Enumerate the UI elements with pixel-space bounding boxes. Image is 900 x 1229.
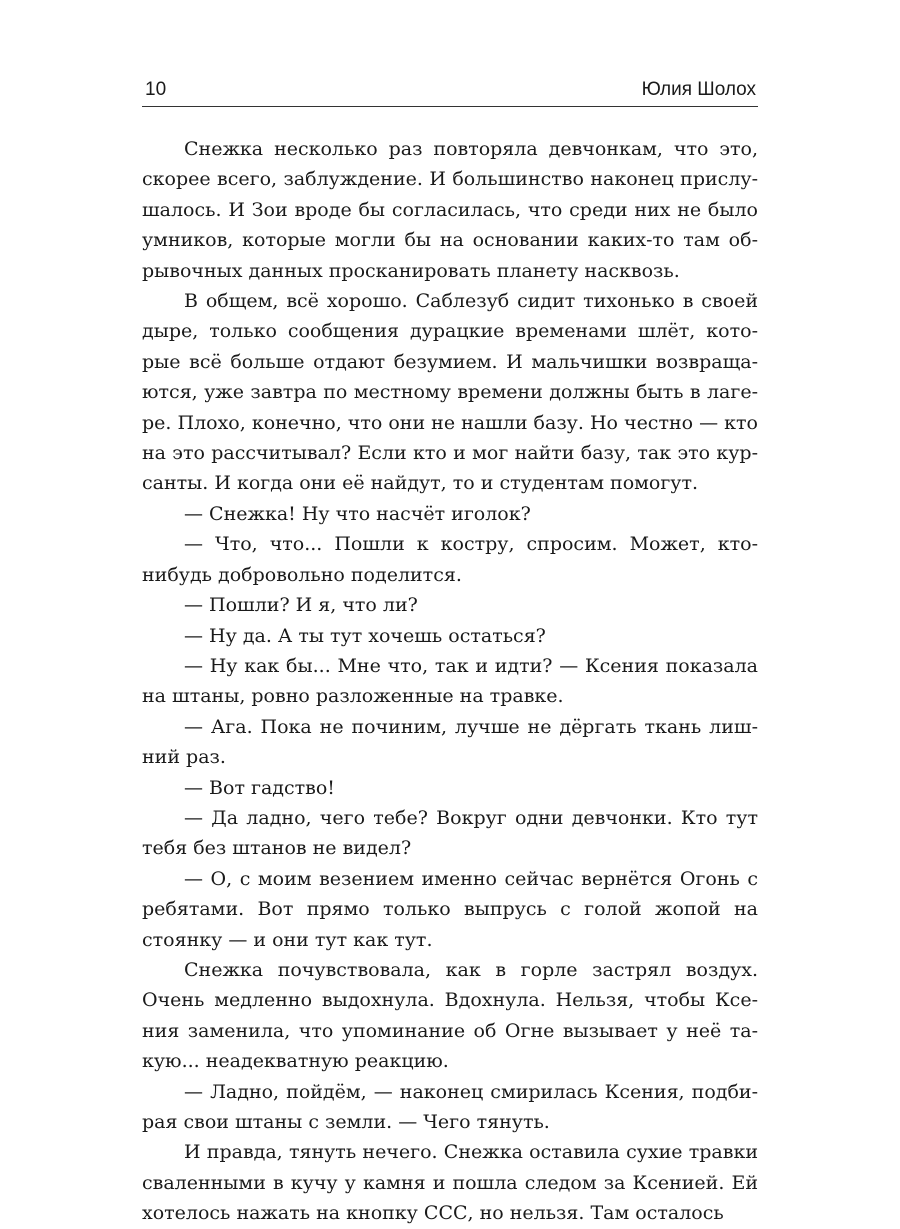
body-text — [142, 134, 758, 1229]
dialogue-line: — Снежка! Ну что насчёт иголок? — [184, 502, 531, 525]
dialogue-line: — О, с моим везением именно сейчас вернётся Огонь с ребятами. Вот прямо только выпрусь с голой жопой на стоянку — и они тут как тут. — [142, 867, 758, 951]
dialogue-line: — Вот гадство! — [184, 776, 335, 799]
paragraph: Снежка несколько раз повторяла девчонкам, что это, скорее всего, заблуждение. И большинство наконец прислушалось. И Зои вроде бы согласилась, что среди них не было умников, которые могли бы на основании каких-то там обрывочных данных просканировать планету насквозь. — [142, 138, 758, 282]
paragraph: И правда, тянуть нечего. Снежка оставила сухие травки сваленными в кучу у камня и пошла следом за Ксенией. Ей хотелось нажать на кнопку ССС, но нельзя. Там осталось — [142, 1141, 758, 1225]
header-rule — [142, 106, 758, 107]
paragraph: Снежка почувствовала, как в горле застрял воздух. Очень медленно выдохнула. Вдохнула. Нельзя, чтобы Ксения заменила, что упоминание об Огне вызывает у неё такую... неадекватную реакцию. — [142, 958, 758, 1073]
dialogue-line: — Ладно, пойдём, — наконец смирилась Ксения, подбирая свои штаны с земли. — Чего тянуть. — [142, 1080, 758, 1133]
dialogue-line: — Ага. Пока не починим, лучше не дёргать ткань лишний раз. — [142, 715, 758, 769]
book-page — [142, 0, 758, 1225]
running-head — [142, 76, 758, 104]
page-number: 10 — [145, 79, 167, 100]
dialogue-line: — Ну как бы... Мне что, так и идти? — Ксения показала на штаны, ровно разложенные на травке. — [142, 654, 758, 708]
dialogue-line: — Что, что... Пошли к костру, спросим. Может, кто-нибудь добровольно поделится. — [142, 533, 758, 586]
dialogue-line: — Ну да. А ты тут хочешь остаться? — [184, 624, 546, 647]
dialogue-line: — Да ладно, чего тебе? Вокруг одни девчонки. Кто тут тебя без штанов не видел? — [142, 806, 758, 860]
paragraph: В общем, всё хорошо. Саблезуб сидит тихонько в своей дыре, только сообщения дурацкие временами шлёт, которые всё больше отдают безумием. И мальчишки возвращаются, уже завтра по местному времени должны быть в лагере. Плохо, конечно, что они не нашли базу. Но честно — кто на это рассчитывал? Если кто и мог найти базу, так это курсанты. И когда они её найдут, то и студентам помогут. — [142, 290, 758, 495]
author-name: Юлия Шолох — [641, 79, 756, 100]
dialogue-line: — Пошли? И я, что ли? — [184, 594, 418, 617]
